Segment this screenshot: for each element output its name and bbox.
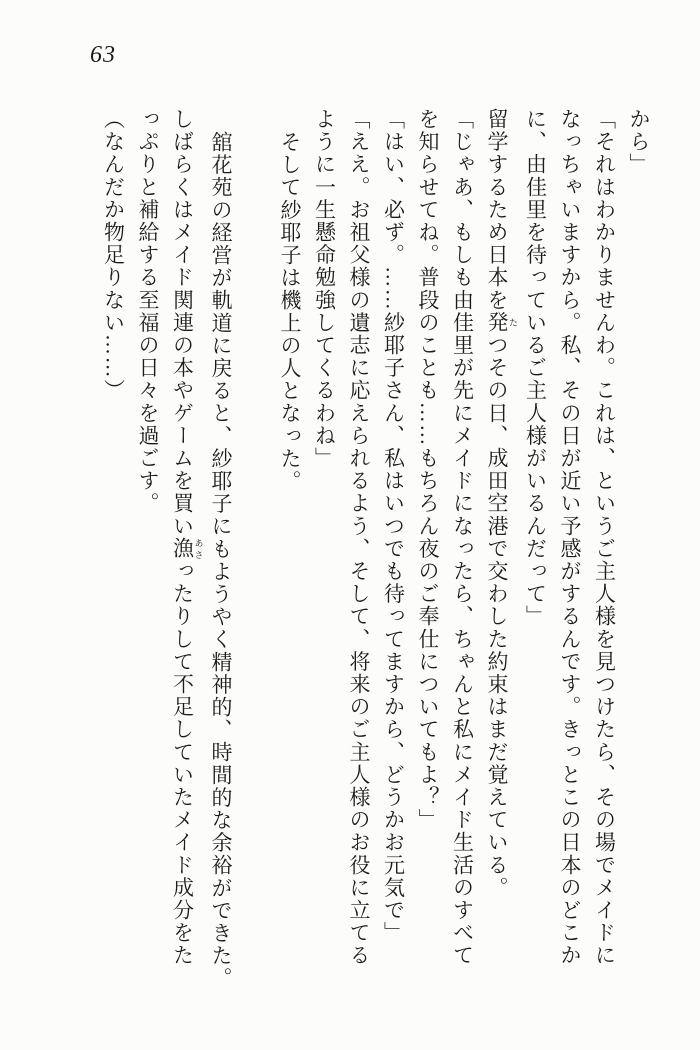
text-column: に、由佳里を待っているご主人様がいるんだって」 bbox=[523, 108, 548, 628]
blank-column bbox=[238, 108, 273, 1008]
text-column: から」 bbox=[627, 108, 651, 176]
text-column: （なんだか物足りない……） bbox=[101, 108, 126, 402]
text-column: 「じゃあ、もしも由佳里が先にメイドになったら、ちゃんと私にメイド生活のすべて bbox=[450, 108, 475, 967]
text-column: を知らせてね。普段のことも……もちろん夜のご奉仕についてもよ？」 bbox=[416, 108, 440, 832]
furigana-annotated-char: 発 た bbox=[485, 311, 518, 335]
text-column: ように一生懸命勉強してくるわね」 bbox=[312, 108, 337, 470]
text-column: 「ええ。お祖父様の遺志に応えられるよう、そして、将来のご主人様のお役に立てる bbox=[347, 108, 371, 967]
text-column: っぷりと補給する至福の日々を過ごす。 bbox=[136, 108, 160, 515]
text-column: 「それはわかりませんわ。これは、というご主人様を見つけたら、その場でメイドに bbox=[592, 108, 617, 967]
page-number: 63 bbox=[90, 42, 116, 68]
furigana-annotated-char: 漁 あさ bbox=[170, 537, 204, 561]
text-columns bbox=[96, 108, 656, 1008]
text-column: そして紗耶子は機上の人となった。 bbox=[278, 130, 302, 493]
text-column: なっちゃいますから。私、その日が近い予感がするんです。きっとこの日本のどこか bbox=[558, 108, 582, 967]
text-column: しばらくはメイド関連の本やゲームを買い漁 あさったりして不足していたメイド成分をた bbox=[170, 108, 204, 967]
text-column: 舘花苑の経営が軌道に戻ると、紗耶子にもようやく精神的、時間的な余裕ができた。 bbox=[209, 130, 233, 990]
text-column: 留学するため日本を発 たつその日、成田空港で交わした約束はまだ覚えている。 bbox=[485, 108, 518, 900]
text-column: 「はい、必ず。……紗耶子さん、私はいつでも待ってますから、どうかお元気で」 bbox=[381, 108, 406, 945]
